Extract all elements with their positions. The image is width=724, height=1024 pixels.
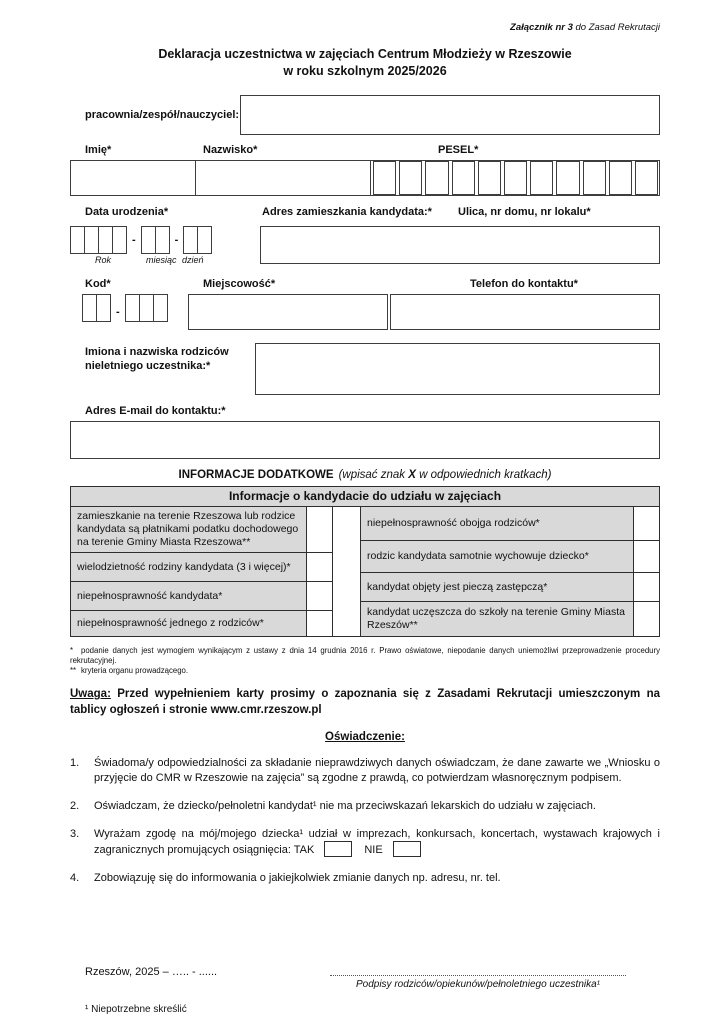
attachment-note <box>70 0 660 33</box>
criterion-label: niepełnosprawność obojga rodziców* <box>361 507 633 540</box>
first-name-input[interactable] <box>71 161 196 195</box>
signature-caption: Podpisy rodziców/opiekunów/pełnoletniego uczestnika¹ <box>355 979 601 990</box>
criterion-label: niepełnosprawność jednego z rodziców* <box>71 611 306 636</box>
declaration-heading: Oświadczenie: <box>325 731 405 743</box>
pesel-cell[interactable] <box>583 161 606 195</box>
attachment-number: Załącznik nr 3 <box>510 22 573 33</box>
postal-code-cells <box>125 294 168 330</box>
declaration-item-2 <box>70 799 660 814</box>
signature-row <box>70 966 660 990</box>
birth-month-cells <box>141 226 170 254</box>
pesel-cell[interactable] <box>530 161 553 195</box>
form-title-line1: Deklaracja uczestnictwa w zajęciach Centrum Młodzieży w Rzeszowie <box>158 47 572 61</box>
table-row <box>361 573 659 602</box>
checkbox-cell[interactable] <box>306 582 332 610</box>
workshop-input[interactable] <box>240 95 660 135</box>
criterion-label: wielodzietność rodziny kandydata (3 i więcej)* <box>71 553 306 581</box>
strike-out-footnote: ¹ Niepotrzebne skreślić <box>85 1004 187 1015</box>
table-row <box>71 507 332 553</box>
declaration-item-1 <box>70 756 660 786</box>
city-label: Miejscowość* <box>203 278 276 290</box>
last-name-input[interactable] <box>196 161 371 195</box>
birth-date-group <box>70 224 260 266</box>
birth-year-cell[interactable] <box>84 226 99 254</box>
pesel-cell[interactable] <box>478 161 501 195</box>
nie-checkbox[interactable] <box>393 841 421 857</box>
postal-code-group <box>70 294 188 330</box>
footnote-asterisk: * podanie danych jest wymogiem wynikającym z ustawy z dnia 14 grudnia 2016 r. Prawo oświatowe, niepodanie danych uniemożliwi przeprowadzenie procedury rekrutacyjnej. <box>70 646 660 665</box>
pesel-cells <box>371 161 659 195</box>
checkbox-cell[interactable] <box>633 573 659 601</box>
last-name-label: Nazwisko* <box>203 144 258 156</box>
pesel-cell[interactable] <box>609 161 632 195</box>
item-number: 2. <box>70 800 80 812</box>
additional-info-title: INFORMACJE DODATKOWE <box>178 469 334 481</box>
criterion-label: kandydat uczęszcza do szkoły na terenie Gminy Miasta Rzeszów** <box>361 602 633 636</box>
checkbox-cell[interactable] <box>306 507 332 552</box>
birth-year-cells <box>70 226 127 254</box>
pesel-cell[interactable] <box>425 161 448 195</box>
table-row <box>71 582 332 611</box>
postal-code-cell[interactable] <box>139 294 154 322</box>
workshop-row <box>70 95 660 135</box>
table-row <box>71 553 332 582</box>
birth-sublabels <box>70 254 260 266</box>
birth-month-cell[interactable] <box>141 226 156 254</box>
additional-info-heading <box>70 469 660 481</box>
first-name-label: Imię* <box>85 144 112 156</box>
table-right-column <box>361 507 659 636</box>
parents-row <box>70 343 660 395</box>
postal-code-cell[interactable] <box>96 294 111 322</box>
postal-code-cell[interactable] <box>82 294 97 322</box>
pesel-cell[interactable] <box>504 161 527 195</box>
checkbox-cell[interactable] <box>633 507 659 540</box>
pesel-cell[interactable] <box>452 161 475 195</box>
birth-address-labels <box>70 206 660 220</box>
month-label: miesiąc <box>146 255 177 265</box>
pesel-cell[interactable] <box>373 161 396 195</box>
address-input[interactable] <box>260 226 660 264</box>
day-label: dzień <box>182 255 204 265</box>
birth-month-cell[interactable] <box>155 226 170 254</box>
name-labels-row <box>70 144 660 158</box>
phone-input[interactable] <box>390 294 660 330</box>
table-left-column <box>71 507 332 636</box>
checkbox-cell[interactable] <box>633 541 659 572</box>
birth-address-row <box>70 224 660 266</box>
postal-code-cell[interactable] <box>153 294 168 322</box>
phone-label: Telefon do kontaktu* <box>470 278 578 290</box>
pesel-cell[interactable] <box>635 161 658 195</box>
birth-day-cell[interactable] <box>197 226 212 254</box>
criterion-label: niepełnosprawność kandydata* <box>71 582 306 610</box>
dash-separator: - <box>132 234 136 246</box>
parents-label: Imiona i nazwiska rodziców nieletniego uczestnika:* <box>85 346 229 372</box>
criterion-label: zamieszkanie na terenie Rzeszowa lub rodzice kandydata są płatnikami podatku dochodowego na terenie Gminy Miasta Rzeszowa** <box>71 507 306 552</box>
signature-line[interactable] <box>330 966 626 976</box>
declaration-item-4 <box>70 871 660 886</box>
item-number: 4. <box>70 872 80 884</box>
table-row <box>361 602 659 636</box>
item-text: Zobowiązuję się do informowania o jakiejkolwiek zmianie danych np. adresu, nr. tel. <box>94 872 501 884</box>
footnote-double-asterisk: ** kryteria organu prowadzącego. <box>70 666 189 675</box>
table-row <box>361 541 659 573</box>
address-label: Adres zamieszkania kandydata:* <box>262 206 432 218</box>
table-body <box>71 507 659 636</box>
street-label: Ulica, nr domu, nr lokalu* <box>458 206 591 218</box>
nie-label: NIE <box>364 843 383 856</box>
postal-code-cell[interactable] <box>125 294 140 322</box>
item-text: Świadoma/y odpowiedzialności za składanie nieprawdziwych danych oświadczam, że dane zawarte we „Wniosku o przyjęcie do CMR w Rzeszowie na zajęcia” są zgodne z prawdą, co potwierdzam własnoręcznym podpisem. <box>94 757 660 784</box>
workshop-label: pracownia/zespół/nauczyciel: <box>85 109 240 121</box>
year-label: Rok <box>95 255 112 265</box>
item-text: Oświadczam, że dziecko/pełnoletni kandydat¹ nie ma przeciwskazań lekarskich do udziału w zajęciach. <box>94 800 596 812</box>
table-row <box>361 507 659 541</box>
signature-block <box>330 966 626 990</box>
pesel-cell[interactable] <box>556 161 579 195</box>
declaration-item-3 <box>70 827 660 858</box>
table-row <box>71 611 332 636</box>
criterion-label: kandydat objęty jest pieczą zastępczą* <box>361 573 633 601</box>
postal-code-label: Kod* <box>85 278 111 290</box>
signature-date-line: Rzeszów, 2025 – ….. - ...... <box>85 966 218 978</box>
table-spacer <box>332 507 361 636</box>
item-number: 3. <box>70 828 80 840</box>
form-title-line2: w roku szkolnym 2025/2026 <box>283 64 447 78</box>
item-text: Wyrażam zgodę na mój/mojego dziecka¹ udział w imprezach, konkursach, koncertach, wystawach krajowych i zagranicznych promujących osiągnięcia: TAK NIE <box>94 828 660 856</box>
notice-label: Uwaga: <box>70 688 111 700</box>
dash-separator: - <box>174 234 179 246</box>
notice-paragraph <box>70 686 660 718</box>
birth-day-cell[interactable] <box>183 226 198 254</box>
pesel-cell[interactable] <box>399 161 422 195</box>
item-number: 1. <box>70 757 80 769</box>
notice-text: Przed wypełnieniem karty prosimy o zapoznania się z Zasadami Rekrutacji umieszczonym na tablicy ogłoszeń i stronie www.cmr.rzeszow.pl <box>70 688 660 716</box>
birth-year-cell[interactable] <box>70 226 85 254</box>
criterion-label: rodzic kandydata samotnie wychowuje dziecko* <box>361 541 633 572</box>
birth-day-cells <box>183 226 212 254</box>
birth-year-cell[interactable] <box>112 226 127 254</box>
candidate-info-table <box>70 486 660 637</box>
postal-city-phone-labels <box>70 278 660 292</box>
name-pesel-box <box>70 160 660 196</box>
footnotes <box>70 646 660 676</box>
table-title: Informacje o kandydacie do udziału w zajęciach <box>71 487 659 507</box>
birth-date-label: Data urodzenia* <box>85 206 169 218</box>
dash-separator: - <box>116 306 120 318</box>
parents-input[interactable] <box>255 343 660 395</box>
checkbox-cell[interactable] <box>306 553 332 581</box>
birth-year-cell[interactable] <box>98 226 113 254</box>
checkbox-cell[interactable] <box>633 602 659 636</box>
pesel-label: PESEL* <box>438 144 479 156</box>
attachment-rest: do Zasad Rekrutacji <box>572 22 660 33</box>
city-input[interactable] <box>188 294 388 330</box>
additional-info-note: (wpisać znak X w odpowiednich kratkach) <box>338 469 552 481</box>
checkbox-cell[interactable] <box>306 611 332 636</box>
tak-checkbox[interactable] <box>324 841 352 857</box>
form-title <box>70 46 660 80</box>
postal-city-phone-row <box>70 294 660 330</box>
email-input[interactable] <box>70 421 660 459</box>
email-label: Adres E-mail do kontaktu:* <box>85 405 226 417</box>
postal-code-cells <box>82 294 111 330</box>
